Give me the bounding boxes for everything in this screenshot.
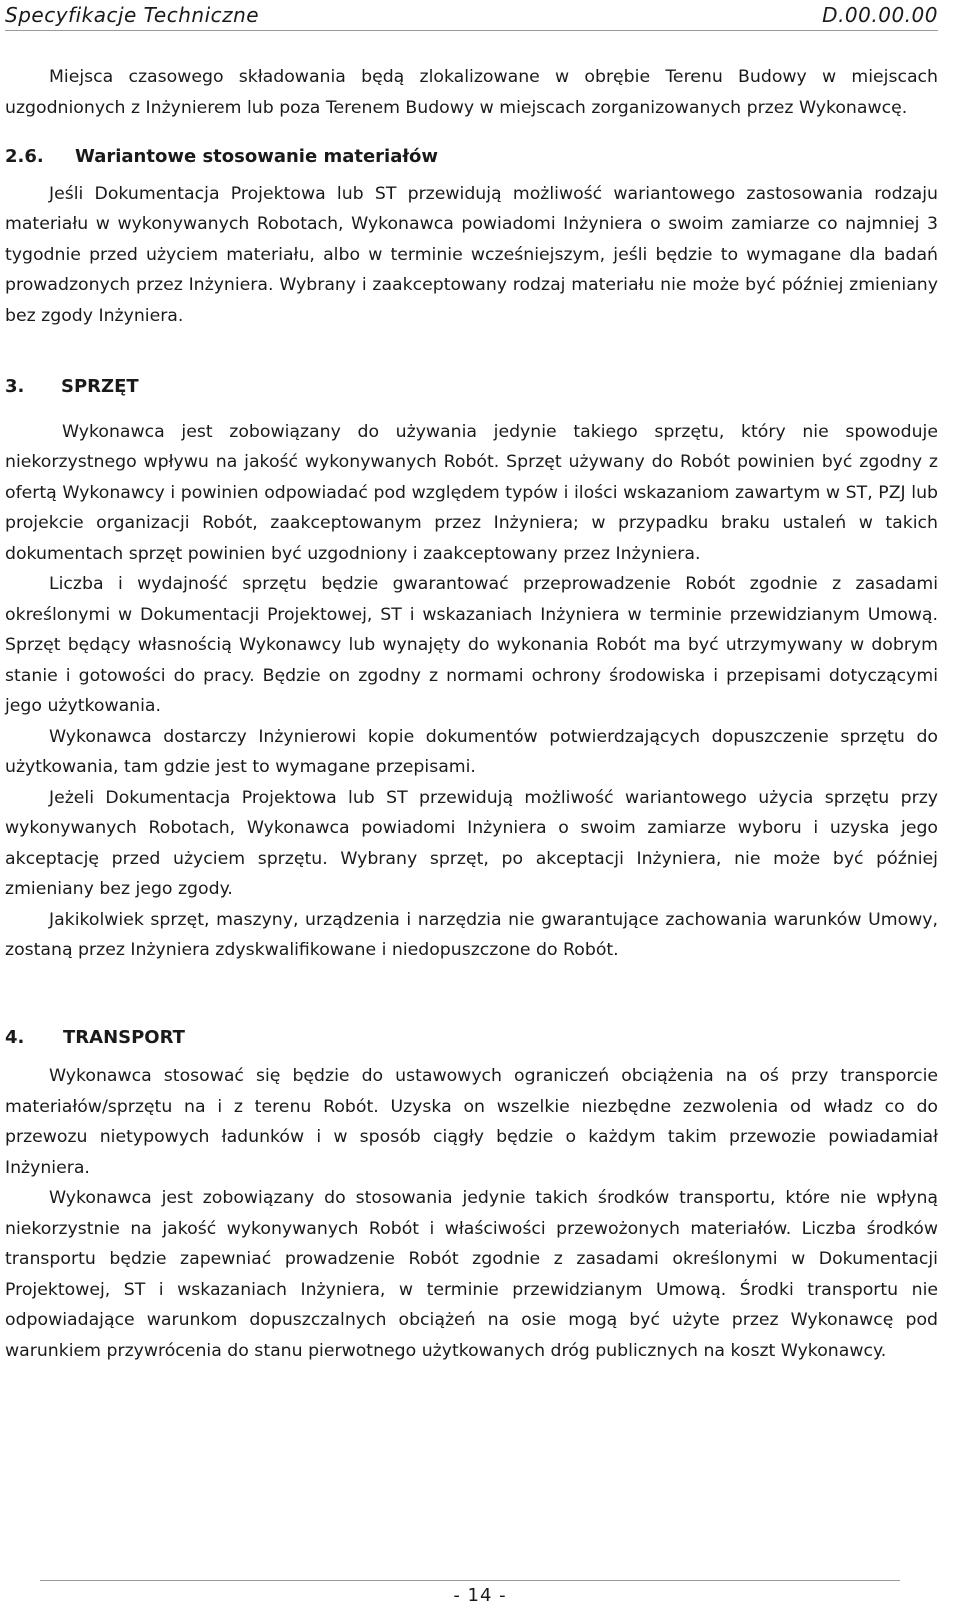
section-title: SPRZĘT (61, 376, 139, 397)
section-2-6-heading (5, 142, 938, 173)
paragraph: Jeżeli Dokumentacja Projektowa lub ST przewidują możliwość wariantowego użycia sprzętu przy wykonywanych Robotach, Wykonawca powiadomi Inżyniera o swoim zamiarze wyboru i uzyska jego akceptację przed użyciem sprzętu. Wybrany sprzęt, po akceptacji Inżyniera, nie może być później zmieniany bez jego zgody. (5, 787, 938, 899)
section-number: 3. (5, 376, 25, 397)
section-3-heading (5, 372, 938, 403)
paragraph: Wykonawca dostarczy Inżynierowi kopie dokumentów potwierdzających dopuszczenie sprzętu do użytkowania, tam gdzie jest to wymagane przepisami. (5, 726, 938, 777)
paragraph: Jakikolwiek sprzęt, maszyny, urządzenia i narzędzia nie gwarantujące zachowania warunków Umowy, zostaną przez Inżyniera zdyskwalifikowane i niedopuszczone do Robót. (5, 909, 938, 960)
page-number: - 14 - (453, 1585, 507, 1606)
page-header (5, 0, 938, 31)
header-title: Specyfikacje Techniczne (5, 3, 260, 27)
section-4-heading (5, 1023, 938, 1054)
section-number: 4. (5, 1026, 25, 1048)
footer-divider (40, 1580, 900, 1581)
paragraph: Wykonawca jest zobowiązany do stosowania jedynie takich środków transportu, które nie wpłyną niekorzystnie na jakość wykonywanych Robót i właściwości przewożonych materiałów. Liczba środków transportu będzie zapewniać prowadzenie Robót zgodnie z zasadami określonymi w Dokumentacji Projektowej, ST i wskazaniach Inżyniera, w terminie przewidzianym Umową. Środki transportu nie odpowiadające warunkom dopuszczalnych obciążeń na osie mogą być użyte przez Wykonawcę pod warunkiem przywrócenia do stanu pierwotnego użytkowanych dróg publicznych na koszt Wykonawcy. (5, 1188, 938, 1361)
section-title: TRANSPORT (63, 1026, 185, 1048)
intro-paragraph: Miejsca czasowego składowania będą zlokalizowane w obrębie Terenu Budowy w miejscach uzgodnionych z Inżynierem lub poza Terenem Budowy w miejscach zorganizowanych przez Wykonawcę. (5, 67, 938, 118)
header-code: D.00.00.00 (822, 3, 938, 27)
paragraph: Liczba i wydajność sprzętu będzie gwarantować przeprowadzenie Robót zgodnie z zasadami określonymi w Dokumentacji Projektowej, ST i wskazaniach Inżyniera w terminie przewidzianym Umową. Sprzęt będący własnością Wykonawcy lub wynajęty do wykonania Robót ma być utrzymywany w dobrym stanie i gotowości do pracy. Będzie on zgodny z normami ochrony środowiska i przepisami dotyczącymi jego użytkowania. (5, 574, 938, 716)
section-number: 2.6. (5, 146, 44, 167)
paragraph: Jeśli Dokumentacja Projektowa lub ST przewidują możliwość wariantowego zastosowania rodzaju materiału w wykonywanych Robotach, Wykonawca powiadomi Inżyniera o swoim zamiarze co najmniej 3 tygodnie przed użyciem materiału, albo w terminie wcześniejszym, jeśli będzie to wymagane dla badań prowadzonych przez Inżyniera. Wybrany i zaakceptowany rodzaj materiału nie może być później zmieniany bez zgody Inżyniera. (5, 183, 938, 326)
paragraph: Wykonawca jest zobowiązany do używania jedynie takiego sprzętu, który nie spowoduje niekorzystnego wpływu na jakość wykonywanych Robót. Sprzęt używany do Robót powinien być zgodny z ofertą Wykonawcy i powinien odpowiadać pod względem typów i ilości wskazaniom zawartym w ST, PZJ lub projekcie organizacji Robót, zaakceptowanym przez Inżyniera; w przypadku braku ustaleń w takich dokumentach sprzęt powinien być uzgodniony i zaakceptowany przez Inżyniera. (5, 421, 938, 564)
document-body (5, 62, 938, 1366)
paragraph: Wykonawca stosować się będzie do ustawowych ograniczeń obciążenia na oś przy transporcie materiałów/sprzętu na i z terenu Robót. Uzyska on wszelkie niezbędne zezwolenia od władz co do przewozu nietypowych ładunków i w sposób ciągły będzie o każdym takim przewozie powiadamiał Inżyniera. (5, 1066, 938, 1178)
section-title: Wariantowe stosowanie materiałów (75, 146, 439, 167)
